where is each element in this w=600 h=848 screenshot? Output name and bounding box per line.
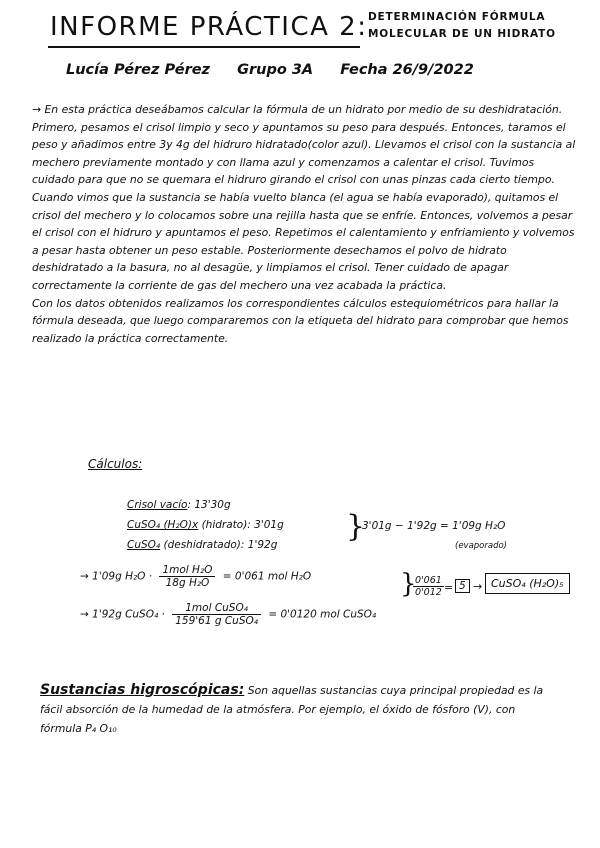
arrow-right-icon: → <box>473 580 483 593</box>
hydrate-row <box>127 515 284 535</box>
anhydrous-row <box>127 535 284 555</box>
subtitle-line-2: MOLECULAR DE UN HIDRATO <box>368 28 556 40</box>
water-difference: 3'01g − 1'92g = 1'09g H₂O <box>362 520 506 532</box>
anhydrous-label: CuSO₄ <box>127 539 161 551</box>
salt-factor-den: 159'61 g CuSO₄ <box>175 615 258 627</box>
final-formula: CuSO₄ (H₂O)₅ <box>485 573 570 594</box>
procedure-text <box>32 101 580 347</box>
author-name: Lucía Pérez Pérez <box>66 62 211 78</box>
ratio-brace-icon: } <box>400 569 417 599</box>
hydrate-label: CuSO₄ (H₂O)x <box>127 519 199 531</box>
author-line <box>66 62 496 78</box>
mole-ratio <box>413 575 444 598</box>
water-start: → 1'09g H₂O · <box>80 570 153 583</box>
salt-start: → 1'92g CuSO₄ · <box>80 608 165 621</box>
water-factor-den: 18g H₂O <box>165 577 210 589</box>
hydrate-value: (hidrato): 3'01g <box>198 519 284 531</box>
mole-ratio-num: 0'061 <box>415 575 442 586</box>
water-factor <box>159 564 215 589</box>
salt-result: = 0'0120 mol CuSO₄ <box>268 608 377 621</box>
crisol-label: Crisol vacío <box>127 499 188 511</box>
ratio-value: 5 <box>455 579 470 593</box>
procedure-paragraph-2: Con los datos obtenidos realizamos los correspondientes cálculos estequiométricos para hallar la fórmula deseada, que luego compararemos con la etiqueta del hidrato para comprobar que hemos realizado la práctica correctamente. <box>32 296 569 345</box>
crisol-value: : 13'30g <box>187 499 231 511</box>
brace-icon: } <box>346 509 366 544</box>
water-result: = 0'061 mol H₂O <box>222 570 312 583</box>
salt-factor-num: 1mol CuSO₄ <box>172 602 261 615</box>
date-label: Fecha 26/9/2022 <box>340 62 474 78</box>
water-factor-num: 1mol H₂O <box>159 564 215 577</box>
evaporated-note: (evaporado) <box>455 541 507 551</box>
crisol-row <box>127 495 284 515</box>
hygroscopic-section <box>40 681 560 738</box>
hygroscopic-definition: Son aquellas sustancias cuya principal propiedad es la fácil absorción de la humedad de la atmósfera. Por ejemplo, el óxido de fósforo (V), con fórmula P₄ O₁₀ <box>40 684 544 735</box>
title-underline <box>48 46 360 48</box>
anhydrous-value: (deshidratado): 1'92g <box>160 539 278 551</box>
calculations-heading: Cálculos: <box>88 457 143 471</box>
procedure-paragraph-1: → En esta práctica deseábamos calcular la fórmula de un hidrato por medio de su deshidratación. Primero, pesamos el crisol limpio y seco y apuntamos su peso para después. Entonces, taramos el peso y añadimos entre 3y 4g del hidruro hidratado(color azul). Llevamos el crisol con la sustancia al mechero previamente montado y con llama azul y comenzamos a calentar el crisol. Tuvimos cuidado para que no se quemara el hidruro girando el crisol con unas pinzas cada cierto tiempo. Cuando vimos que la sustancia se había vuelto blanca (el agua se había evaporado), quitamos el crisol del mechero y lo colocamos sobre una rejilla hasta que se enfríe. Entonces, volvemos a pesar el crisol con el hidruro y apuntamos el peso. Repetimos el calentamiento y enfriamiento y volvemos a pesar hasta obtener un peso estable. Posteriormente desechamos el polvo de hidrato deshidratado a la basura, no al desagüe, y limpiamos el crisol. Tener cuidado de apagar correctamente la corriente de gas del mechero una vez acabada la práctica. <box>32 103 576 292</box>
page-title: INFORME PRÁCTICA 2: <box>50 12 368 42</box>
mass-data <box>127 495 284 555</box>
page-subtitle <box>368 9 596 43</box>
hygroscopic-term: Sustancias higroscópicas: <box>40 682 245 698</box>
salt-factor <box>172 602 261 627</box>
ratio-equals: = <box>444 581 454 594</box>
salt-conversion <box>80 602 376 627</box>
group-label: Grupo 3A <box>237 62 314 78</box>
water-conversion <box>80 564 311 589</box>
subtitle-line-1: DETERMINACIÓN FÓRMULA <box>368 11 546 23</box>
mole-ratio-den: 0'012 <box>415 587 442 598</box>
